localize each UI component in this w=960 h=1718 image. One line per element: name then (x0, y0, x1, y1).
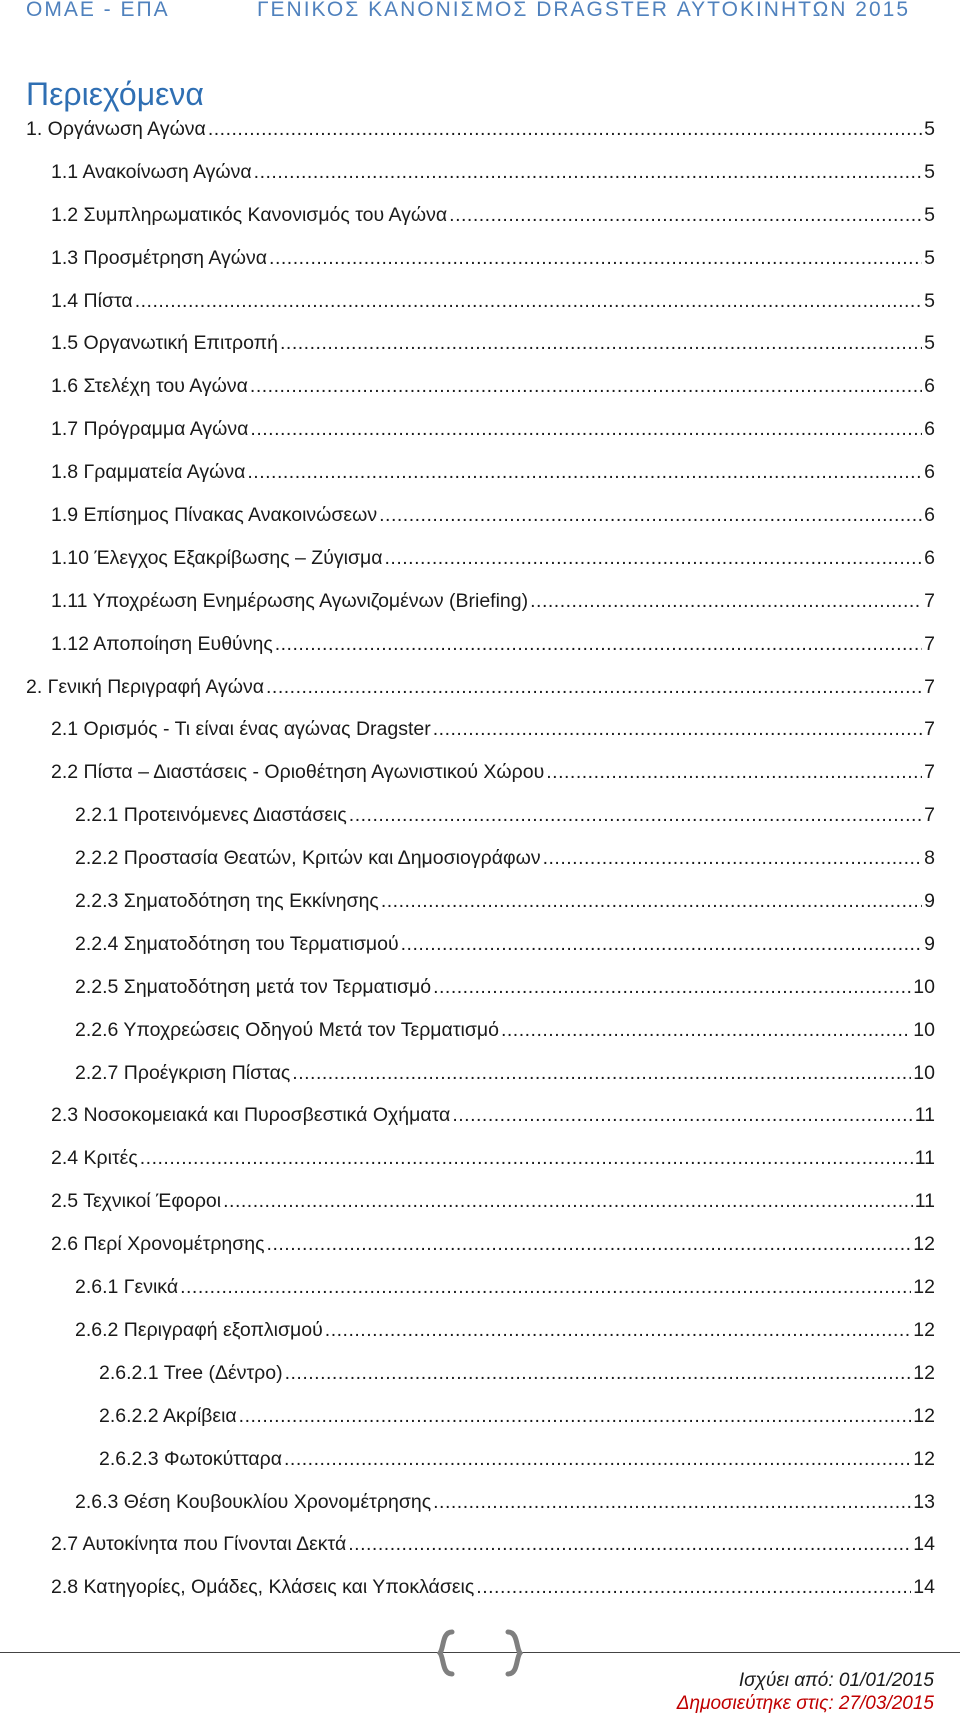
toc-entry-page: 6 (924, 418, 935, 441)
toc-entry-page: 5 (924, 332, 935, 355)
toc-entry-label: 2.1 Ορισμός - Τι είναι ένας αγώνας Dragster (51, 718, 431, 741)
header-document-title: ΓΕΝΙΚΟΣ ΚΑΝΟΝΙΣΜΟΣ DRAGSTER ΑΥΤΟΚΙΝΗΤΩΝ 2015 (256, 0, 910, 21)
toc-entry-label: 2.2.2 Προστασία Θεατών, Κριτών και Δημοσιογράφων (75, 847, 541, 870)
toc-entry-page: 11 (914, 1104, 935, 1127)
toc-entry-label: 2.4 Κριτές (51, 1147, 138, 1170)
toc-entry[interactable] (0, 846, 960, 889)
toc-entry[interactable] (0, 1232, 960, 1275)
toc-entry-page: 9 (924, 932, 935, 955)
toc-entry[interactable] (0, 975, 960, 1018)
toc-entry-page: 12 (913, 1447, 935, 1470)
toc-entry[interactable] (0, 1103, 960, 1146)
toc-entry-label: 2.2.4 Σηματοδότηση του Τερματισμού (75, 932, 399, 955)
toc-entry-page: 11 (914, 1190, 935, 1213)
toc-dot-leader (280, 331, 922, 355)
toc-dot-leader (379, 503, 922, 527)
toc-dot-leader (449, 203, 922, 227)
toc-entry[interactable] (0, 160, 960, 203)
toc-entry-page: 10 (913, 1061, 935, 1084)
toc-entry-page: 5 (924, 289, 935, 312)
toc-entry[interactable] (0, 1404, 960, 1447)
toc-entry[interactable] (0, 1275, 960, 1318)
toc-entry-page: 6 (924, 504, 935, 527)
toc-dot-leader (452, 1103, 912, 1127)
toc-entry[interactable] (0, 417, 960, 460)
right-brace-icon (500, 1628, 530, 1678)
toc-dot-leader (208, 117, 922, 141)
toc-entry[interactable] (0, 1146, 960, 1189)
toc-dot-leader (250, 374, 922, 398)
toc-entry-label: 1.6 Στελέχη του Αγώνα (51, 375, 248, 398)
toc-entry-label: 2.5 Τεχνικοί Έφοροι (51, 1190, 222, 1213)
page-header (0, 0, 960, 30)
toc-entry-page: 7 (924, 589, 935, 612)
toc-entry-page: 6 (924, 546, 935, 569)
toc-entry-label: 1.11 Υποχρέωση Ενημέρωσης Αγωνιζομένων (Briefing) (51, 589, 529, 612)
toc-entry-label: 1. Οργάνωση Αγώνα (26, 118, 206, 140)
toc-entry-label: 2.6.2.2 Ακρίβεια (99, 1404, 237, 1427)
toc-entry[interactable] (0, 246, 960, 289)
toc-dot-leader (254, 160, 922, 184)
toc-entry-label: 1.1 Ανακοίνωση Αγώνα (51, 160, 252, 183)
toc-entry-page: 5 (924, 118, 935, 140)
toc-dot-leader (269, 246, 922, 270)
toc-entry-label: 2.2.1 Προτεινόμενες Διαστάσεις (75, 804, 347, 827)
toc-entry-page: 6 (924, 461, 935, 484)
toc-dot-leader (140, 1146, 913, 1170)
toc-dot-leader (401, 932, 923, 956)
toc-entry-page: 14 (913, 1576, 935, 1599)
table-of-contents (0, 117, 960, 1618)
toc-entry-page: 13 (913, 1490, 935, 1513)
toc-dot-leader (223, 1189, 913, 1213)
toc-dot-leader (349, 803, 922, 827)
toc-entry[interactable] (0, 760, 960, 803)
toc-dot-leader (381, 889, 922, 913)
toc-dot-leader (275, 632, 922, 656)
toc-dot-leader (285, 1361, 912, 1385)
toc-entry-label: 2.7 Αυτοκίνητα που Γίνονται Δεκτά (51, 1533, 347, 1556)
toc-entry[interactable] (0, 203, 960, 246)
toc-dot-leader (433, 717, 922, 741)
header-organization: ΟΜΑΕ - ΕΠΑ (26, 0, 170, 21)
toc-entry[interactable] (0, 1447, 960, 1490)
toc-dot-leader (180, 1275, 911, 1299)
toc-entry-page: 9 (924, 890, 935, 913)
toc-entry-page: 11 (914, 1147, 935, 1170)
toc-entry[interactable] (0, 932, 960, 975)
footer-divider (0, 1652, 960, 1653)
left-brace-icon (430, 1628, 460, 1678)
toc-dot-leader (385, 546, 923, 570)
toc-entry-page: 14 (913, 1533, 935, 1556)
toc-dot-leader (530, 589, 922, 613)
toc-dot-leader (476, 1575, 911, 1599)
toc-dot-leader (348, 1532, 911, 1556)
toc-entry[interactable] (0, 1018, 960, 1061)
toc-entry[interactable] (0, 803, 960, 846)
toc-entry[interactable] (0, 1532, 960, 1575)
toc-dot-leader (266, 675, 922, 699)
toc-entry[interactable] (0, 1575, 960, 1618)
footer-published-date: Δημοσιεύτηκε στις: 27/03/2015 (676, 1693, 934, 1714)
toc-entry-page: 5 (924, 203, 935, 226)
toc-dot-leader (292, 1061, 911, 1085)
toc-entry-label: 1.10 Έλεγχος Εξακρίβωσης – Ζύγισμα (51, 546, 383, 569)
toc-entry-label: 1.7 Πρόγραμμα Αγώνα (51, 418, 249, 441)
toc-dot-leader (433, 975, 911, 999)
toc-entry-label: 2. Γενική Περιγραφή Αγώνα (26, 675, 265, 698)
toc-entry-label: 2.2.6 Υποχρεώσεις Οδηγού Μετά τον Τερματισμό (75, 1018, 499, 1041)
toc-entry-label: 2.2 Πίστα – Διαστάσεις - Οριοθέτηση Αγωνιστικού Χώρου (51, 761, 545, 784)
toc-entry[interactable] (0, 1490, 960, 1533)
toc-entry-label: 1.3 Προσμέτρηση Αγώνα (51, 246, 268, 269)
toc-entry-page: 7 (924, 632, 935, 655)
toc-title: Περιεχόμενα (26, 76, 204, 112)
toc-entry-page: 7 (924, 761, 935, 784)
toc-entry-page: 7 (924, 804, 935, 827)
toc-entry-label: 1.8 Γραμματεία Αγώνα (51, 461, 246, 484)
toc-entry-label: 2.6.3 Θέση Κουβουκλίου Χρονομέτρησης (75, 1490, 432, 1513)
toc-entry[interactable] (0, 1189, 960, 1232)
toc-entry-page: 12 (913, 1276, 935, 1299)
toc-entry[interactable] (0, 632, 960, 675)
toc-entry-label: 2.6.2.1 Tree (Δέντρο) (99, 1361, 283, 1384)
toc-dot-leader (247, 460, 922, 484)
toc-entry-label: 1.12 Αποποίηση Ευθύνης (51, 632, 273, 655)
toc-entry[interactable] (0, 1061, 960, 1104)
toc-entry-label: 2.8 Κατηγορίες, Ομάδες, Κλάσεις και Υποκλάσεις (51, 1576, 475, 1599)
toc-entry-label: 1.2 Συμπληρωματικός Κανονισμός του Αγώνα (51, 203, 448, 226)
toc-dot-leader (433, 1490, 911, 1514)
toc-entry[interactable] (0, 374, 960, 417)
toc-entry-page: 10 (913, 975, 935, 998)
toc-entry-label: 2.6.2 Περιγραφή εξοπλισμού (75, 1318, 323, 1341)
toc-entry[interactable] (0, 546, 960, 589)
toc-entry-page: 5 (924, 160, 935, 183)
toc-entry[interactable] (0, 460, 960, 503)
toc-entry[interactable] (0, 1361, 960, 1404)
toc-dot-leader (543, 846, 923, 870)
toc-entry-page: 5 (924, 246, 935, 269)
toc-entry-label: 2.2.5 Σηματοδότηση μετά τον Τερματισμό (75, 975, 432, 998)
footer-valid-from: Ισχύει από: 01/01/2015 (738, 1670, 934, 1691)
toc-entry-label: 2.6.2.3 Φωτοκύτταρα (99, 1447, 283, 1470)
toc-entry-label: 1.5 Οργανωτική Επιτροπή (51, 332, 279, 355)
toc-entry-page: 12 (913, 1233, 935, 1256)
toc-entry-label: 2.2.7 Προέγκριση Πίστας (75, 1061, 291, 1084)
toc-entry[interactable] (0, 117, 960, 160)
toc-entry-label: 1.4 Πίστα (51, 289, 133, 312)
toc-dot-leader (325, 1318, 912, 1342)
toc-entry-label: 2.2.3 Σηματοδότηση της Εκκίνησης (75, 890, 379, 913)
toc-entry[interactable] (0, 331, 960, 374)
toc-entry-page: 6 (924, 375, 935, 398)
toc-entry-label: 2.6 Περί Χρονομέτρησης (51, 1233, 265, 1256)
toc-entry[interactable] (0, 675, 960, 718)
toc-entry-page: 10 (913, 1018, 935, 1041)
toc-entry[interactable] (0, 289, 960, 332)
toc-entry-label: 2.6.1 Γενικά (75, 1276, 179, 1299)
toc-entry[interactable] (0, 589, 960, 632)
toc-entry-page: 7 (924, 675, 935, 698)
toc-dot-leader (239, 1404, 912, 1428)
toc-entry-page: 8 (924, 847, 935, 870)
toc-entry[interactable] (0, 503, 960, 546)
toc-dot-leader (267, 1232, 912, 1256)
toc-entry[interactable] (0, 717, 960, 760)
toc-dot-leader (501, 1018, 911, 1042)
toc-entry-label: 2.3 Νοσοκομειακά και Πυροσβεστικά Οχήματα (51, 1104, 451, 1127)
toc-entry[interactable] (0, 1318, 960, 1361)
toc-entry-label: 1.9 Επίσημος Πίνακας Ανακοινώσεων (51, 504, 378, 527)
toc-entry[interactable] (0, 889, 960, 932)
toc-entry-page: 12 (913, 1361, 935, 1384)
toc-dot-leader (135, 289, 922, 313)
toc-dot-leader (546, 760, 922, 784)
toc-entry-page: 12 (913, 1404, 935, 1427)
toc-dot-leader (250, 417, 922, 441)
toc-entry-page: 12 (913, 1318, 935, 1341)
toc-entry-page: 7 (924, 718, 935, 741)
toc-dot-leader (284, 1447, 911, 1471)
